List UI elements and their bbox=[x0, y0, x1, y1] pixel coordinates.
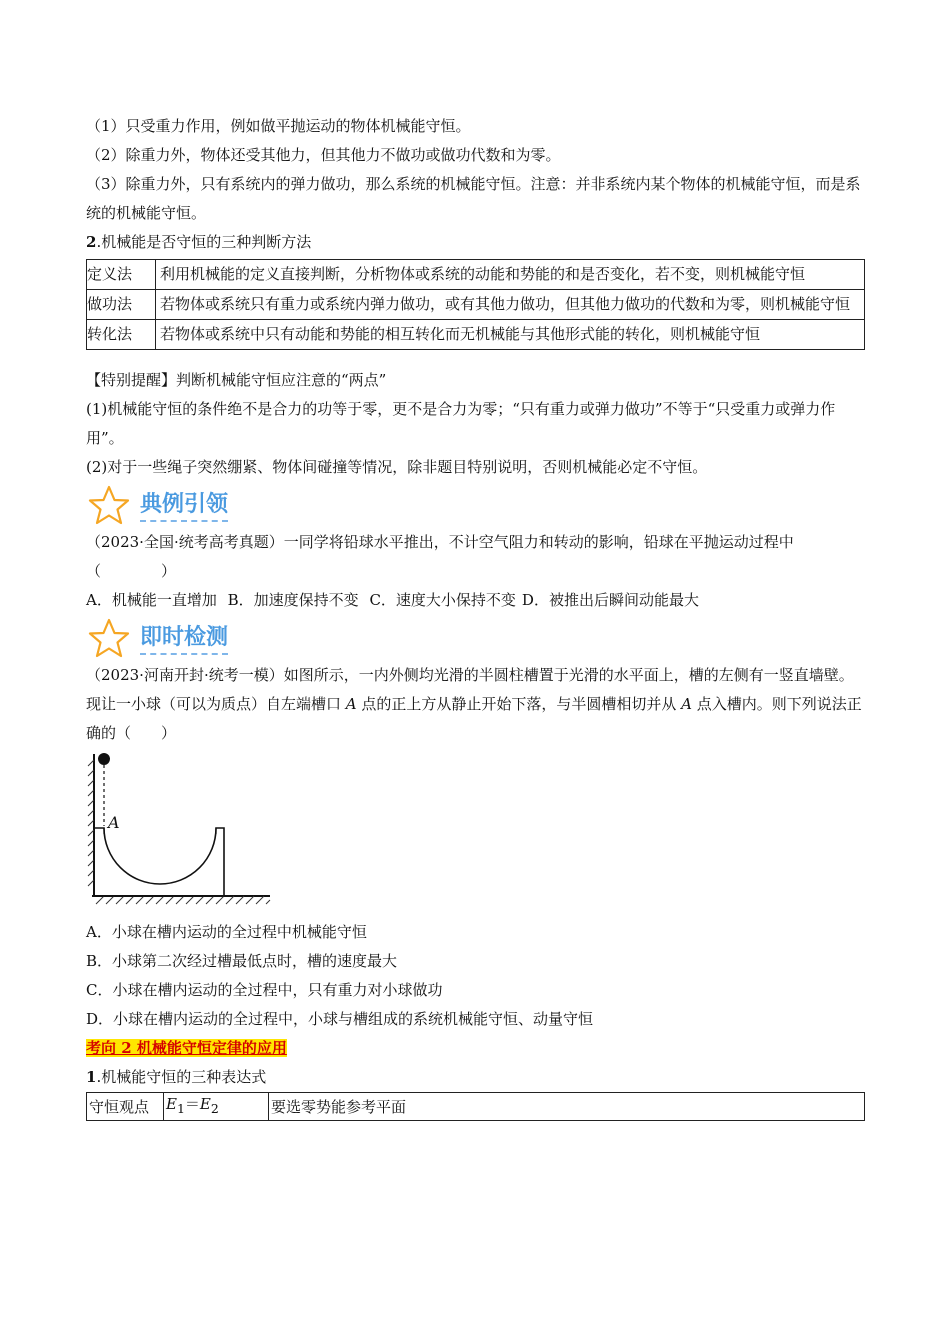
table-row bbox=[87, 320, 865, 350]
question-1-options bbox=[86, 586, 866, 615]
stem-part: 点的正上方从静止开始下落，与半圆槽相切并从 bbox=[356, 695, 682, 713]
question-2-stem bbox=[86, 661, 866, 748]
option-c: C．速度大小保持不变 bbox=[369, 591, 516, 609]
option-a: A．机械能一直增加 bbox=[86, 591, 217, 609]
method-key: 做功法 bbox=[87, 290, 156, 320]
methods-heading bbox=[86, 228, 866, 257]
section-badge-check bbox=[86, 617, 866, 661]
condition-3: （3）除重力外，只有系统内的弹力做功，那么系统的机械能守恒。注意：并非系统内某个物体的机械能守恒，而是系统的机械能守恒。 bbox=[86, 175, 861, 222]
star-icon bbox=[86, 617, 132, 661]
question-1-stem: （2023·全国·统考高考真题）一同学将铅球水平推出，不计空气阻力和转动的影响，铅球在平抛运动过程中（ ） bbox=[86, 533, 794, 580]
formula-equals: ＝ bbox=[184, 1095, 200, 1113]
option-b: B．加速度保持不变 bbox=[227, 591, 359, 609]
method-desc: 若物体或系统中只有动能和势能的相互转化而无机械能与其他形式能的转化，则机械能守恒 bbox=[156, 320, 865, 350]
question-2-option-b: B．小球第二次经过槽最低点时，槽的速度最大 bbox=[86, 952, 398, 970]
condition-2: （2）除重力外，物体还受其他力，但其他力不做功或做功代数和为零。 bbox=[86, 146, 561, 164]
question-2-option-d: D．小球在槽内运动的全过程中，小球与槽组成的系统机械能守恒、动量守恒 bbox=[86, 1010, 594, 1028]
expr-key: 守恒观点 bbox=[87, 1093, 164, 1121]
heading-text: .机械能守恒的三种表达式 bbox=[96, 1068, 267, 1086]
stem-part: 点入槽内。则下列说法正确的（ ） bbox=[86, 695, 862, 742]
figure-point-label: A bbox=[108, 813, 120, 832]
method-desc: 利用机械能的定义直接判断，分析物体或系统的动能和势能的和是否变化，若不变，则机械能守恒 bbox=[156, 260, 865, 290]
methods-table bbox=[86, 259, 865, 350]
stem-part: （2023·河南开封·统考一模）如图所示，一内外侧均光滑的半圆柱槽置于光滑的水平面上，槽的左侧有一竖直墙壁。现让一小球（可以为质点）自左端槽口 bbox=[86, 666, 854, 713]
topic-2-heading bbox=[86, 1034, 866, 1063]
point-label: A bbox=[345, 695, 357, 713]
expression-table bbox=[86, 1092, 865, 1121]
question-2-option-c: C．小球在槽内运动的全过程中，只有重力对小球做功 bbox=[86, 981, 443, 999]
reminder-point-2: (2)对于一些绳子突然绷紧、物体间碰撞等情况，除非题目特别说明，否则机械能必定不守恒。 bbox=[86, 458, 708, 476]
expr-formula bbox=[164, 1093, 269, 1121]
heading-number: 1 bbox=[86, 1068, 97, 1086]
condition-1: （1）只受重力作用，例如做平抛运动的物体机械能守恒。 bbox=[86, 117, 471, 135]
option-d: D．被推出后瞬间动能最大 bbox=[521, 591, 699, 609]
table-row bbox=[87, 1093, 865, 1121]
reminder-point-1: (1)机械能守恒的条件绝不是合力的功等于零，更不是合力为零；“只有重力或弹力做功”不等于“只受重力或弹力作用”。 bbox=[86, 400, 836, 447]
half-cylinder-groove-figure bbox=[86, 752, 276, 912]
expression-heading bbox=[86, 1063, 866, 1092]
table-row bbox=[87, 260, 865, 290]
formula-subscript: 2 bbox=[210, 1101, 219, 1116]
table-row bbox=[87, 290, 865, 320]
heading-number: 2 bbox=[86, 233, 97, 251]
star-icon bbox=[86, 484, 132, 528]
formula-symbol: E bbox=[166, 1095, 177, 1113]
heading-text: .机械能是否守恒的三种判断方法 bbox=[96, 233, 312, 251]
formula-subscript: 1 bbox=[176, 1101, 185, 1116]
reminder-title: 【特别提醒】判断机械能守恒应注意的“两点” bbox=[86, 371, 387, 389]
method-key: 定义法 bbox=[87, 260, 156, 290]
method-key: 转化法 bbox=[87, 320, 156, 350]
section-title: 典例引领 bbox=[140, 491, 228, 522]
method-desc: 若物体或系统只有重力或系统内弹力做功，或有其他力做功，但其他力做功的代数和为零，则机械能守恒 bbox=[156, 290, 865, 320]
section-title: 即时检测 bbox=[140, 624, 228, 655]
section-badge-examples bbox=[86, 484, 866, 528]
question-2-option-a: A．小球在槽内运动的全过程中机械能守恒 bbox=[86, 923, 367, 941]
topic-highlight: 考向 2 机械能守恒定律的应用 bbox=[86, 1039, 287, 1057]
formula-symbol: E bbox=[199, 1095, 211, 1113]
point-label: A bbox=[681, 695, 693, 713]
document-page bbox=[86, 112, 866, 1121]
expr-note: 要选零势能参考平面 bbox=[269, 1093, 865, 1121]
